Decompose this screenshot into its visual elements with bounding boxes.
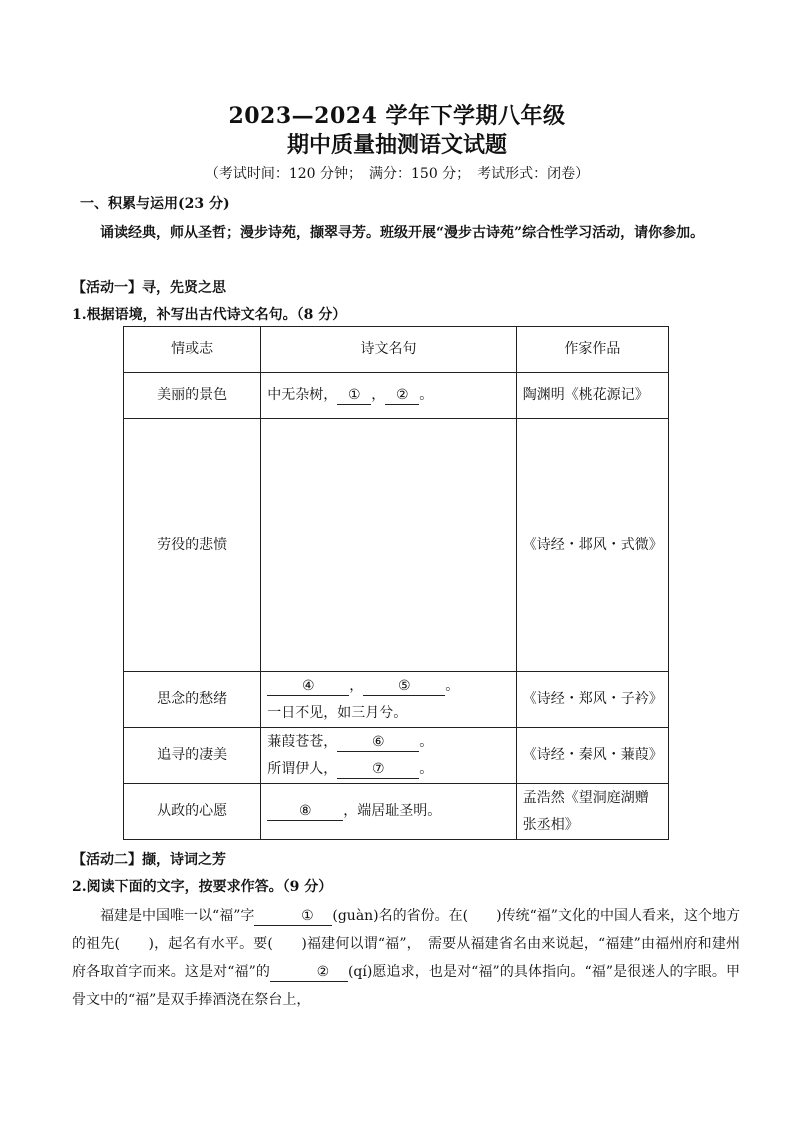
table-row — [124, 672, 669, 728]
verse-text: ，端居耻圣明。 — [343, 803, 442, 819]
question2-prompt: 2.阅读下面的文字，按要求作答。（9 分） — [72, 879, 333, 895]
header-cell: 诗文名句 — [261, 327, 516, 373]
activity1-heading: 【活动一】寻，先贤之思 — [72, 280, 226, 296]
activity2-heading: 【活动二】撷，诗词之芳 — [72, 852, 226, 868]
verse-text: ， — [371, 387, 386, 403]
exam-info: （考试时间：120 分钟； 满分：150 分； 考试形式：闭卷） — [204, 166, 590, 182]
verse-cell — [261, 373, 516, 419]
passage-blank-1[interactable]: ① — [254, 907, 332, 926]
answer-blank-6[interactable]: ⑥ — [337, 733, 419, 752]
header-cell: 作家作品 — [516, 327, 668, 373]
answer-blank-1[interactable]: ① — [337, 386, 371, 405]
table-row — [124, 373, 669, 419]
question1-prompt: 1.根据语境，补写出古代诗文名句。（8 分） — [72, 307, 347, 323]
source-cell: 《诗经・秦风・蒹葭》 — [516, 728, 668, 784]
source-cell: 《诗经・邶风・式微》 — [516, 419, 668, 672]
verse-text: 。 — [419, 733, 434, 750]
section-heading: 一、积累与运用(23 分) — [80, 196, 230, 212]
verse-cell — [261, 784, 516, 840]
verse-text: 一日不见，如三月兮。 — [267, 704, 408, 721]
verse-cell — [261, 728, 516, 784]
emotion-cell: 追寻的凄美 — [124, 728, 261, 784]
verse-text: ， — [349, 677, 364, 694]
source-cell: 《诗经・郑风・子衿》 — [516, 672, 668, 728]
emotion-cell: 美丽的景色 — [124, 373, 261, 419]
verse-text: 。 — [419, 760, 434, 777]
section-intro: 诵读经典，师从圣哲；漫步诗苑，撷翠寻芳。班级开展“漫步古诗苑”综合性学习活动，请你参加。 — [100, 225, 705, 241]
passage-text: (qí)愿追求，也是对“福”的具体指向。“福”是很迷人的字眼。甲骨文中的“福”是双手捧酒浇在祭台上， — [72, 964, 740, 1008]
source-cell: 孟浩然《望洞庭湖赠张丞相》 — [516, 784, 668, 840]
verse-text: 蒹葭苍苍， — [267, 733, 338, 750]
verse-text: 所谓伊人， — [267, 760, 338, 777]
exam-title-line1: 2023—2024 学年下学期八年级 — [228, 103, 566, 129]
passage-text: (guàn)名的省份。在( )传统“福”文化的中国人看来，这个地方的祖先( )，起名有水平。要( )福建何以谓“福”， 需要从福建省名由来说起，“福建”由福州府和建州府各取首字而来。这是对“福”的 — [72, 908, 740, 980]
table-row — [124, 728, 669, 784]
answer-blank-8[interactable]: ⑧ — [267, 802, 343, 821]
passage-text: 福建是中国唯一以“福”字 — [100, 908, 255, 924]
passage-blank-2[interactable]: ② — [270, 963, 348, 982]
source-cell: 陶渊明《桃花源记》 — [516, 373, 668, 419]
poem-table — [123, 326, 669, 840]
answer-blank-2[interactable]: ② — [385, 386, 419, 405]
table-row — [124, 784, 669, 840]
answer-blank-5[interactable]: ⑤ — [363, 677, 445, 696]
verse-text: 。 — [445, 677, 460, 694]
verse-cell — [261, 672, 516, 728]
emotion-cell: 从政的心愿 — [124, 784, 261, 840]
verse-text: 。 — [419, 387, 434, 403]
verse-text: 中无杂树， — [267, 387, 338, 403]
exam-title-line2: 期中质量抽测语文试题 — [286, 132, 507, 158]
reading-passage — [72, 902, 740, 1014]
emotion-cell: 思念的愁绪 — [124, 672, 261, 728]
answer-area[interactable] — [261, 419, 516, 672]
emotion-cell: 劳役的悲愤 — [124, 419, 261, 672]
answer-blank-4[interactable]: ④ — [267, 677, 349, 696]
header-cell: 情或志 — [124, 327, 261, 373]
table-header-row — [124, 327, 669, 373]
table-row — [124, 419, 669, 672]
answer-blank-7[interactable]: ⑦ — [337, 760, 419, 779]
